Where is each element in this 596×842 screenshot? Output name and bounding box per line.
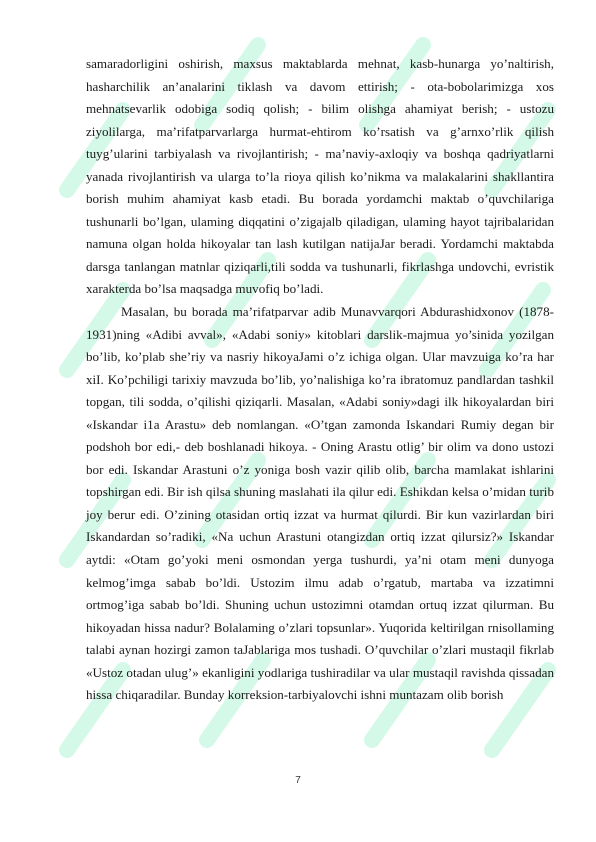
body-text xyxy=(86,53,554,707)
paragraph-continuation: samaradorligini oshirish, maxsus maktablarda mehnat, kasb-hunarga yo’naltirish, hasharchilik an’analarini tiklash va davom ettirish; - ota-bobolarimizga xos mehnatsevarlik odobiga sodiq qolish; - bilim olishga ahamiyat berish; - ustozu ziyolilarga, ma’rifatparvarlarga hurmat-ehtirom ko’rsatish va g’arnxo’rlik qilish tuyg’ularini tarbiyalash va rivojlantirish; - ma’naviy-axloqiy va boshqa qadriyatlarni yanada rivojlantirish va ularga to’la rioya qilish ko’nikma va malakalarini shakllantira borish muhim ahamiyat kasb etadi. Bu borada yordamchi maktab o’quvchilariga tushunarli bo’lgan, ulaming diqqatini o’zigajalb qiladigan, ulaming hayot tajribalaridan namuna olgan holda hikoyalar tan lash kutilgan natijaJar beradi. Yordamchi maktabda darsga tanlangan matnlar qiziqarli,tili sodda va tushunarli, fikrlashga undovchi, evristik xarakterda bo’lsa maqsadga muvofiq bo’ladi. xyxy=(86,56,554,297)
page-number: 7 xyxy=(295,775,301,786)
paragraph-example: Masalan, bu borada ma’rifatparvar adib Munavvarqori Abdurashidxonov (1878- 1931)ning «Adibi avval», «Adabi soniy» kitoblari darslik-majmua yo’sinida yozilgan bo’lib, ko’plab she’riy va nasriy hikoyaJami o’z ichiga olgan. Ular mavzuiga ko’ra har xiI. Ko’pchiligi tarixiy mavzuda bo’lib, yo’nalishiga ko’ra ibratomuz pandlardan tashkil topgan, tili sodda, o’qilishi qiziqarli. Masalan, «Adabi soniy»dagi ilk hikoyalardan biri «Iskandar i1a Arastu» deb nomlangan. «O’tgan zamonda Iskandari Rumiy degan bir podshoh bor edi,- deb boshlanadi hikoya. - Oning Arastu otlig’ bir olim va dono ustozi bor edi. Iskandar Arastuni o’z yoniga bosh vazir qilib olib, barcha mamlakat ishlarini topshirgan edi. Bir ish qilsa shuning maslahati ila qilur edi. Eshikdan kelsa o’midan turib joy berur edi. O’zining otasidan ortiq izzat va hurmat qilurdi. Bir kun vazirlardan biri Iskandardan so’radiki, «Na uchun Arastuni otangizdan ortiq izzat qilursiz?» Iskandar aytdi: «Otam go’yoki meni osmondan yerga tushurdi, ya’ni otam meni dunyoga kelmog’imga sabab bo’ldi. Ustozim ilmu adab o’rgatub, martaba va izzatimni ortmog’iga sabab bo’ldi. Shuning uchun ustozimni otamdan ortuq izzat qilurman. Bu hikoyadan hissa nadur? Bolalaming o’zlari topsunlar». Yuqorida keltirilgan rnisollaming talabi aynan hozirgi zamon taJablariga mos tushadi. O’quvchilar o’zlari mustaqil fikrlab «Ustoz otadan ulug’» ekanligini yodlariga tushiradilar va ular mustaqil ravishda qissadan hissa chiqaradilar. Bunday korreksion-tarbiyalovchi ishni muntazam olib borish xyxy=(86,304,554,703)
